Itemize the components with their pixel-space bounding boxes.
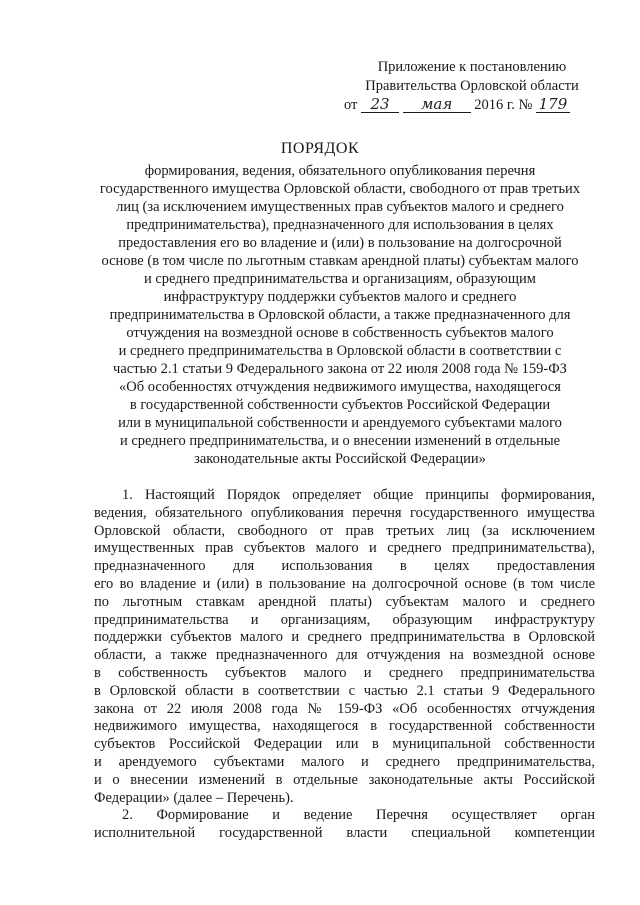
subtitle-line: и среднего предпринимательства в Орловской области в соответствии с — [118, 343, 562, 359]
subtitle-line: «Об особенностях отчуждения недвижимого имущества, находящегося — [119, 379, 561, 395]
subtitle-line: частью 2.1 статьи 9 Федерального закона от 22 июля 2008 года № 159-ФЗ — [113, 361, 567, 377]
paragraph-1-line: предпринимательства и организациям, образующим инфраструктуру — [94, 611, 595, 628]
subtitle-line: отчуждения на возмездной основе в собственность субъектов малого — [126, 325, 554, 341]
paragraph-1-line: 1. Настоящий Порядок определяет общие принципы формирования, — [122, 487, 595, 503]
paragraph-1-line: ведения, обязательного опубликования перечня государственного имущества — [94, 504, 595, 521]
document-body — [94, 487, 595, 843]
paragraph-1-line: Орловской области, свободного от прав третьих лиц (за исключением — [94, 522, 595, 539]
subtitle-line: предоставления его во владение и (или) в пользование на долгосрочной — [118, 235, 562, 251]
paragraph-1-line: и о внесении изменений в отдельные законодательные акты Российской — [94, 771, 595, 788]
paragraph-1-line: закона от 22 июля 2008 года № 159-ФЗ «Об особенностях отчуждения — [94, 700, 595, 717]
paragraph-1-line: субъектов Российской Федерации или в муниципальной собственности — [94, 736, 595, 753]
paragraph-1-line: и арендуемого субъектами малого и среднего предпринимательства, — [94, 753, 595, 770]
paragraph-1-line: предназначенного для использования в целях предоставления — [94, 558, 595, 575]
subtitle-line: законодательные акты Российской Федерации» — [194, 451, 486, 467]
date-prefix: от — [344, 97, 358, 113]
subtitle-line: и среднего предпринимательства, и о внесении изменений в отдельные — [119, 433, 561, 449]
subtitle-line: и среднего предпринимательства и организациям, образующим — [143, 271, 536, 287]
year-and-number-label: 2016 г. № — [474, 97, 533, 113]
subtitle-line: предпринимательства в Орловской области, а также предназначенного для — [109, 307, 571, 323]
paragraph-1-line: имущественных прав субъектов малого и среднего предпринимательства), — [94, 540, 595, 557]
appendix-line-1: Приложение к постановлению — [377, 59, 567, 75]
paragraph-2-line: 2. Формирование и ведение Перечня осуществляет орган — [122, 807, 595, 824]
subtitle-line: или в муниципальной собственности и арендуемого субъектами малого — [118, 415, 562, 431]
subtitle-line: в государственной собственности субъектов Российской Федерации — [129, 397, 551, 413]
subtitle-line: предпринимательства), предназначенного для использования в целях — [126, 217, 554, 233]
subtitle-line: формирования, ведения, обязательного опубликования перечня — [144, 163, 536, 179]
handwritten-number: 179 — [536, 97, 570, 113]
appendix-line-2: Правительства Орловской области — [365, 78, 579, 94]
subtitle-line: основе (в том числе по льготным ставкам арендной платы) субъектам малого — [101, 253, 579, 269]
handwritten-day: 23 — [361, 97, 399, 113]
paragraph-1-line: по льготным ставкам арендной платы) субъектам малого и среднего — [94, 593, 595, 610]
paragraph-1-line: области, а также предназначенного для отчуждения на возмездной основе — [94, 647, 595, 664]
handwritten-month: мая — [403, 97, 471, 113]
paragraph-1-line: в собственность субъектов малого и среднего предпринимательства — [94, 664, 595, 681]
paragraph-1-line: поддержки субъектов малого и среднего предпринимательства в Орловской — [94, 629, 595, 646]
paragraph-1-line: недвижимого имущества, находящегося в государственной собственности — [94, 718, 595, 735]
subtitle-line: государственного имущества Орловской области, свободного от прав третьих — [99, 181, 581, 197]
document-subtitle — [88, 162, 592, 468]
appendix-header — [342, 58, 602, 115]
appendix-date-line — [342, 96, 602, 115]
paragraph-2-line: исполнительной государственной власти специальной компетенции — [94, 825, 595, 842]
document-title: ПОРЯДОК — [280, 140, 360, 157]
paragraph-1-line: Федерации» (далее – Перечень). — [94, 789, 294, 806]
subtitle-line: лиц (за исключением имущественных прав субъектов малого и среднего — [116, 199, 564, 215]
paragraph-1-line: его во владение и (или) в пользование на долгосрочной основе (в том числе — [94, 575, 595, 592]
paragraph-1-line: в Орловской области в соответствии с частью 2.1 статьи 9 Федерального — [94, 682, 595, 699]
subtitle-line: инфраструктуру поддержки субъектов малого и среднего — [163, 289, 517, 305]
